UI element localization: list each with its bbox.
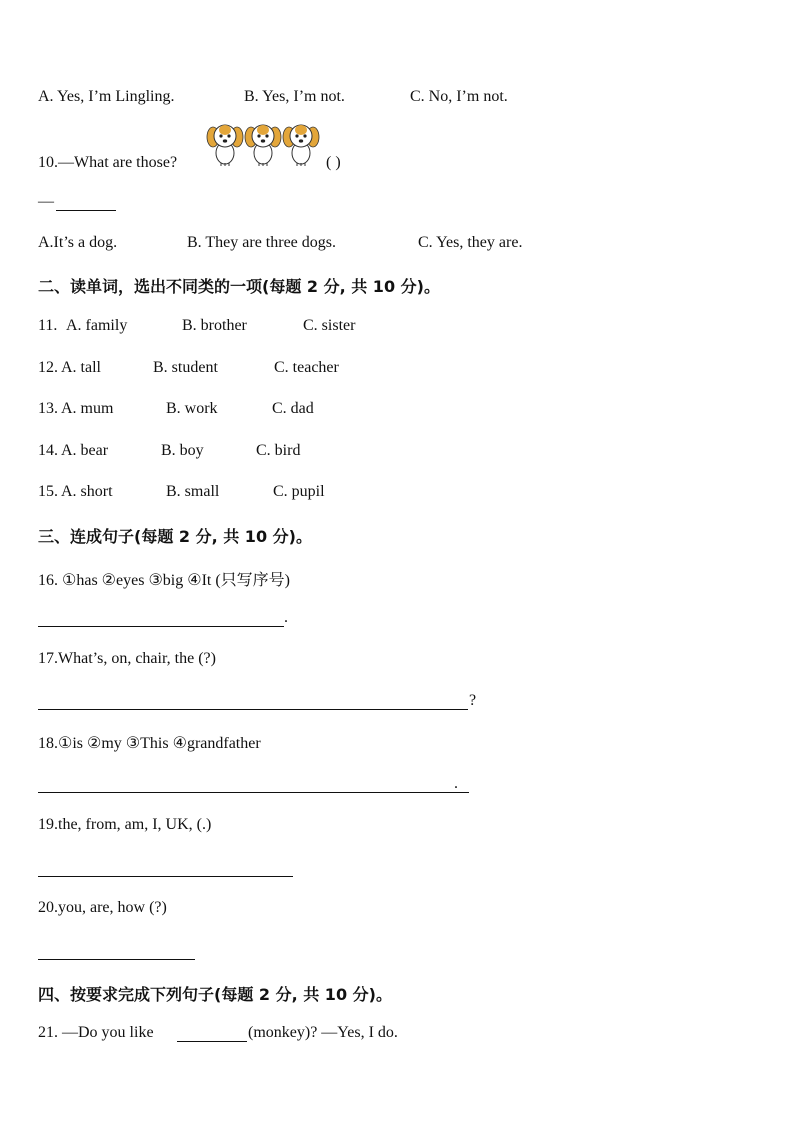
q13-number: 13. (38, 400, 58, 417)
q10-question: 10.—What are those? (38, 154, 178, 171)
q13-option-a: A. mum (61, 400, 114, 417)
q18-period: . (454, 775, 458, 792)
q12-number: 12. (38, 359, 58, 376)
q17-answer-blank[interactable] (38, 709, 468, 710)
q10-option-b: B. They are three dogs. (187, 234, 336, 251)
q15-option-b: B. small (166, 483, 220, 500)
dog-icon (282, 121, 320, 167)
q18-answer-blank[interactable] (38, 792, 469, 793)
q13-option-b: B. work (166, 400, 218, 417)
q20-prompt: 20.you, are, how (?) (38, 899, 167, 916)
dog-icon (244, 121, 282, 167)
q15-option-c: C. pupil (273, 483, 325, 500)
q15-option-a: A. short (61, 483, 113, 500)
q11-option-b: B. brother (182, 317, 247, 334)
q16-period: . (284, 609, 288, 626)
q9-option-c: C. No, I’m not. (410, 88, 508, 105)
q21-answer-blank[interactable] (177, 1041, 247, 1042)
q21-prompt-start: 21. —Do you like (38, 1024, 154, 1041)
q19-answer-blank[interactable] (38, 876, 293, 877)
section-3-title: 三、连成句子(每题 2 分, 共 10 分)。 (38, 527, 312, 546)
q16-prompt: 16. ①has ②eyes ③big ④It (只写序号) (38, 572, 291, 589)
q10-answer-paren: ( ) (326, 154, 341, 171)
section-4-title: 四、按要求完成下列句子(每题 2 分, 共 10 分)。 (38, 985, 392, 1004)
three-dogs-picture (206, 121, 320, 167)
q14-number: 14. (38, 442, 58, 459)
q11-option-c: C. sister (303, 317, 356, 334)
q14-option-c: C. bird (256, 442, 301, 459)
q11-number: 11. (38, 317, 58, 334)
q10-option-c: C. Yes, they are. (418, 234, 523, 251)
q12-option-b: B. student (153, 359, 218, 376)
q18-prompt: 18.①is ②my ③This ④grandfather (38, 735, 261, 752)
q21-prompt-end: (monkey)? —Yes, I do. (248, 1024, 398, 1041)
q16-answer-blank[interactable] (38, 626, 284, 627)
q10-option-a: A.It’s a dog. (38, 234, 118, 251)
q13-option-c: C. dad (272, 400, 314, 417)
q17-prompt: 17.What’s, on, chair, the (?) (38, 650, 216, 667)
q14-option-b: B. boy (161, 442, 204, 459)
q11-option-a: A. family (66, 317, 128, 334)
q19-prompt: 19.the, from, am, I, UK, (.) (38, 816, 212, 833)
q9-option-a: A. Yes, I’m Lingling. (38, 88, 175, 105)
dog-icon (206, 121, 244, 167)
q15-number: 15. (38, 483, 58, 500)
q17-question-mark: ? (469, 692, 477, 709)
q10-answer-dash: — (38, 193, 54, 210)
q12-option-c: C. teacher (274, 359, 339, 376)
q9-option-b: B. Yes, I’m not. (244, 88, 345, 105)
q14-option-a: A. bear (61, 442, 109, 459)
q20-answer-blank[interactable] (38, 959, 195, 960)
q10-answer-blank[interactable] (56, 210, 116, 211)
section-2-title: 二、读单词，选出不同类的一项(每题 2 分, 共 10 分)。 (38, 277, 440, 296)
q12-option-a: A. tall (61, 359, 101, 376)
